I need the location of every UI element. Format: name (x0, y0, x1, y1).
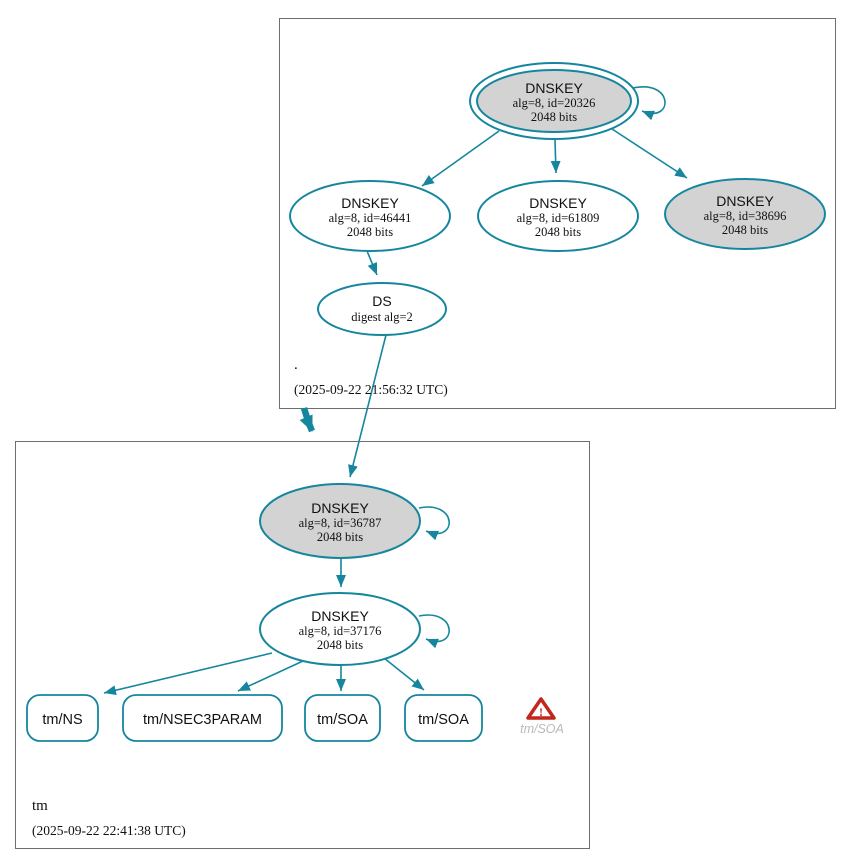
root-zone-timestamp: (2025-09-22 21:56:32 UTC) (294, 382, 448, 397)
node-tm-dnskey-37176[interactable] (260, 593, 420, 665)
node-tm-dnskey-36787-detail: alg=8, id=36787 (298, 516, 382, 530)
tm-soa-warning[interactable] (520, 699, 564, 736)
node-tm-dnskey-37176-title: DNSKEY (311, 608, 369, 624)
node-root-dnskey-46441[interactable] (290, 181, 450, 251)
node-rrset-tm-soa-1-label: tm/SOA (317, 712, 368, 728)
node-root-dnskey-38696[interactable] (665, 179, 825, 249)
node-root-ds[interactable] (318, 283, 446, 335)
node-root-dnskey-20326-detail: alg=8, id=20326 (512, 96, 596, 110)
edge-dnskey-46441-to-ds (367, 251, 377, 275)
node-root-dnskey-20326[interactable] (470, 63, 638, 139)
node-root-dnskey-20326-title: DNSKEY (525, 80, 583, 96)
node-root-dnskey-61809-bits: 2048 bits (534, 225, 582, 239)
node-root-dnskey-46441-bits: 2048 bits (346, 225, 394, 239)
node-root-ds-shape (318, 283, 446, 335)
node-tm-dnskey-37176-bits: 2048 bits (316, 638, 364, 652)
edge-ds-to-tm-ksk (350, 335, 386, 477)
edge-tm-ksk-self-loop (419, 507, 449, 533)
node-root-dnskey-46441-title: DNSKEY (341, 195, 399, 211)
node-root-dnskey-61809-detail: alg=8, id=61809 (516, 211, 600, 225)
node-tm-dnskey-37176-detail: alg=8, id=37176 (298, 624, 382, 638)
edge-root-ksk-to-dnskey-38696 (612, 129, 687, 178)
node-rrset-tm-soa-1[interactable] (305, 695, 380, 741)
node-root-dnskey-20326-bits: 2048 bits (530, 110, 578, 124)
node-root-dnskey-38696-bits: 2048 bits (721, 223, 769, 237)
node-rrset-tm-ns[interactable] (27, 695, 98, 741)
node-rrset-tm-soa-2[interactable] (405, 695, 482, 741)
node-root-ds-detail: digest alg=2 (351, 310, 413, 324)
node-root-dnskey-61809[interactable] (478, 181, 638, 251)
root-zone-name: . (294, 357, 298, 373)
node-rrset-tm-soa-2-label: tm/SOA (418, 712, 469, 728)
edge-tm-zsk-self-loop (419, 615, 449, 641)
edge-tm-zsk-to-soa2 (384, 658, 424, 690)
node-root-dnskey-61809-title: DNSKEY (529, 195, 587, 211)
node-root-ds-title: DS (372, 293, 392, 309)
edge-root-ksk-to-dnskey-61809 (555, 140, 556, 173)
node-rrset-tm-ns-label: tm/NS (42, 712, 83, 728)
edge-root-delegation-to-tm (304, 408, 312, 431)
node-root-dnskey-38696-detail: alg=8, id=38696 (703, 209, 787, 223)
edge-root-ksk-to-dnskey-46441 (422, 131, 499, 186)
node-root-dnskey-38696-title: DNSKEY (716, 193, 774, 209)
node-rrset-tm-nsec3param-label: tm/NSEC3PARAM (143, 712, 262, 728)
tm-zone-timestamp: (2025-09-22 22:41:38 UTC) (32, 823, 186, 838)
warning-exclamation: ! (539, 705, 543, 719)
node-tm-dnskey-36787[interactable] (260, 484, 420, 558)
node-rrset-tm-nsec3param[interactable] (123, 695, 282, 741)
warning-label: tm/SOA (520, 722, 564, 736)
tm-zone-name: tm (32, 798, 48, 814)
node-tm-dnskey-36787-title: DNSKEY (311, 500, 369, 516)
edge-tm-zsk-to-nsec3param (238, 661, 303, 691)
node-root-dnskey-46441-detail: alg=8, id=46441 (328, 211, 412, 225)
node-tm-dnskey-36787-bits: 2048 bits (316, 530, 364, 544)
